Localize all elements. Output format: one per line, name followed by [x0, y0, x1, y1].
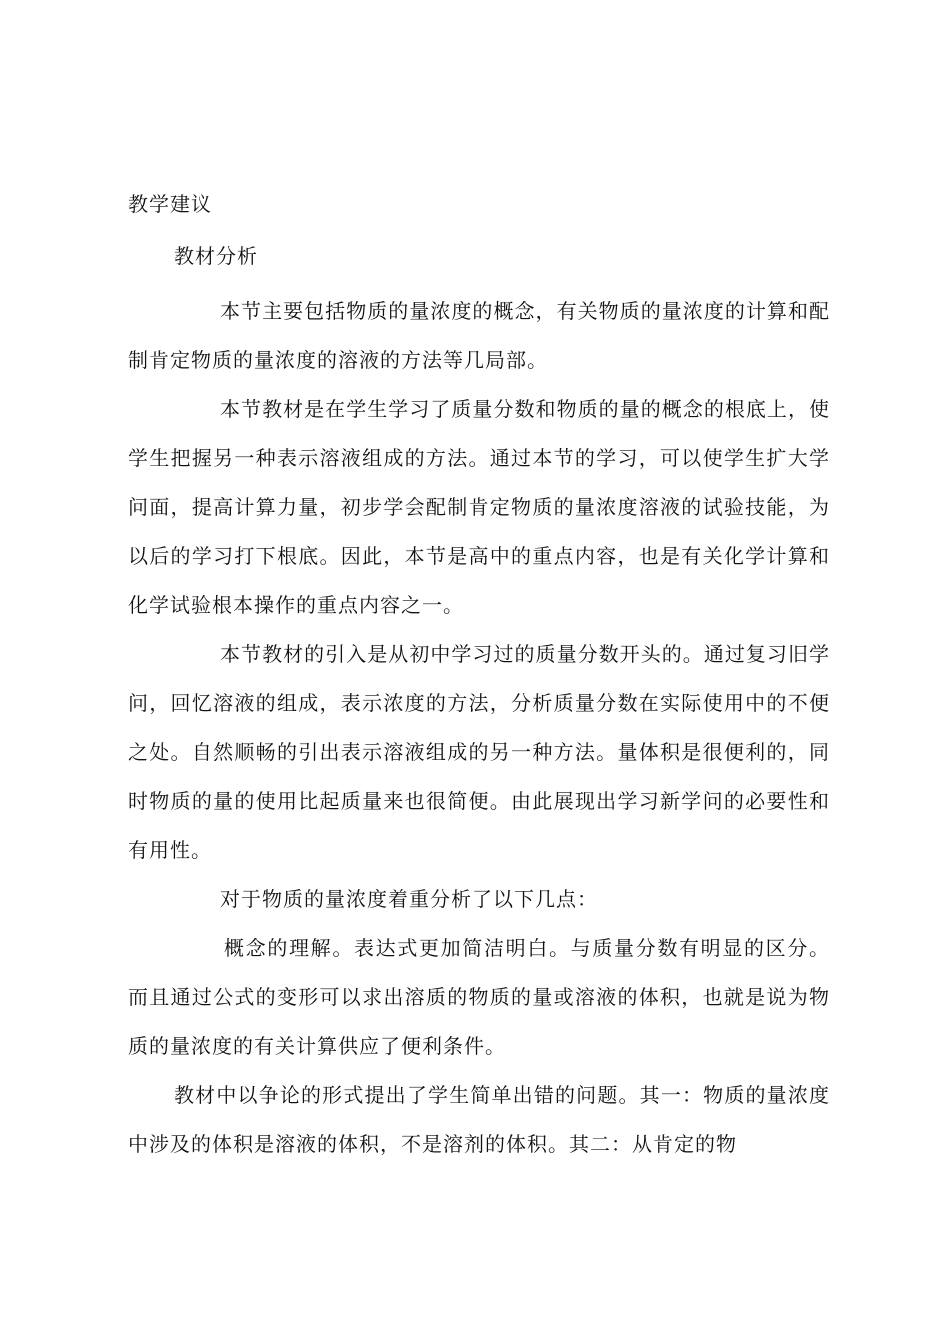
document-heading: 教学建议 — [128, 192, 212, 216]
paragraph-4: 对于物质的量浓度着重分析了以下几点： — [220, 887, 598, 911]
section-subheading: 教材分析 — [174, 244, 258, 268]
paragraph-5: 概念的理解。表达式更加简洁明白。与质量分数有明显的区分。而且通过公式的变形可以求出溶质的物质的量或溶液的体积，也就是说为物质的量浓度的有关计算供应了便利条件。 — [128, 936, 830, 1058]
paragraph-1: 本节主要包括物质的量浓度的概念，有关物质的量浓度的计算和配制肯定物质的量浓度的溶液的方法等几局部。 — [128, 299, 830, 372]
paragraph-3: 本节教材的引入是从初中学习过的质量分数开头的。通过复习旧学问，回忆溶液的组成，表示浓度的方法，分析质量分数在实际使用中的不便之处。自然顺畅的引出表示溶液组成的另一种方法。量体积是很便利的，同时物质的量的使用比起质量来也很简便。由此展现出学习新学问的必要性和有用性。 — [128, 642, 830, 862]
paragraph-6: 教材中以争论的形式提出了学生简单出错的问题。其一：物质的量浓度中涉及的体积是溶液的体积，不是溶剂的体积。其二：从肯定的物 — [128, 1083, 830, 1156]
paragraph-2: 本节教材是在学生学习了质量分数和物质的量的概念的根底上，使学生把握另一种表示溶液组成的方法。通过本节的学习，可以使学生扩大学问面，提高计算力量，初步学会配制肯定物质的量浓度溶液的试验技能，为以后的学习打下根底。因此，本节是高中的重点内容，也是有关化学计算和化学试验根本操作的重点内容之一。 — [128, 397, 830, 617]
